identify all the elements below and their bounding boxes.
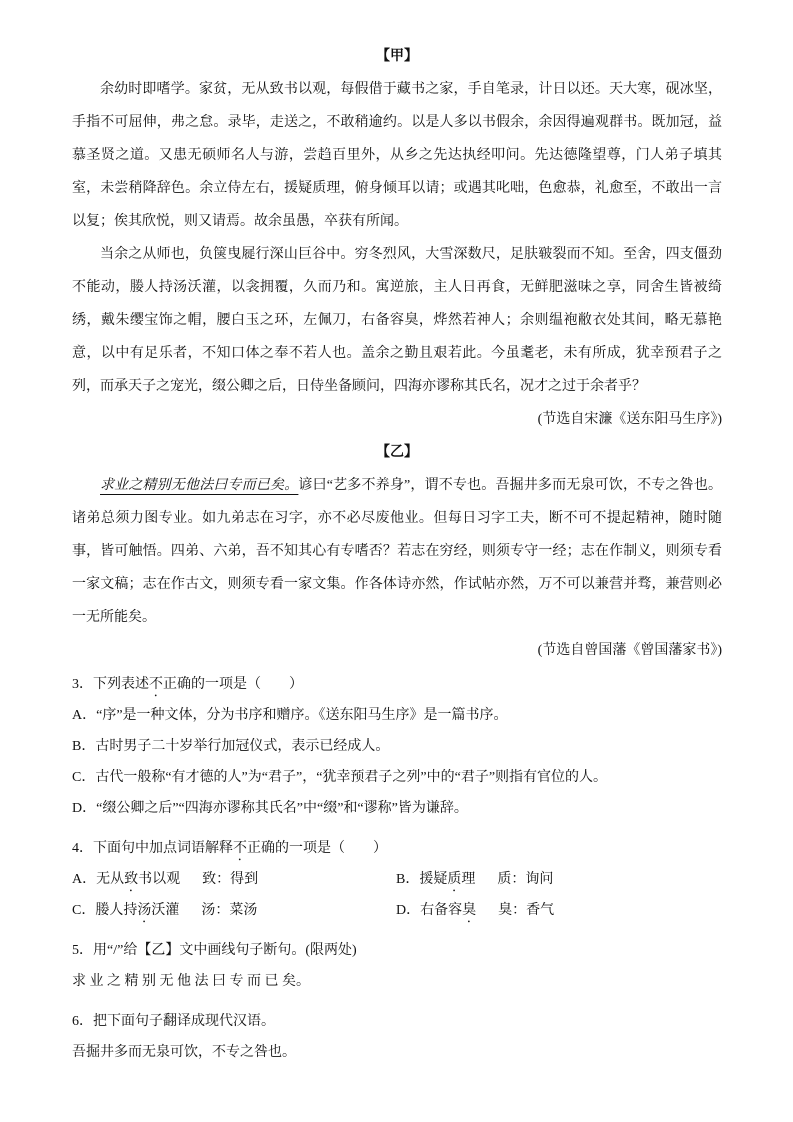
question-4-option-a <box>72 864 396 895</box>
option-label: C． <box>72 903 96 918</box>
option-gloss: 质：询问 <box>497 872 554 887</box>
option-gloss: 臭：香气 <box>498 903 555 918</box>
passage-jia-heading: 【甲】 <box>376 49 418 64</box>
question-5-stem: 5．用“/”给【乙】文中画线句子断句。(限两处) <box>72 943 357 958</box>
question-4-number: 4． <box>72 841 93 856</box>
dotted-word: 汤 <box>137 903 152 918</box>
question-6-sentence: 吾掘井多而无泉可饮，不专之咎也。 <box>72 1045 296 1060</box>
question-4 <box>72 833 722 926</box>
option-text: “缀公卿之后”“四海亦谬称其氏名”中“缀”和“谬称”皆为谦辞。 <box>96 801 468 816</box>
option-phrase <box>95 903 179 918</box>
question-3-stem-suffix: 正确的一项是（ ） <box>163 677 303 692</box>
option-phrase <box>420 903 476 918</box>
question-4-option-c <box>72 895 396 926</box>
option-gloss: 汤：菜汤 <box>201 903 258 918</box>
question-4-option-b <box>396 864 722 895</box>
option-label: A． <box>72 872 97 887</box>
option-phrase <box>419 872 475 887</box>
passage-jia-paragraph-2: 当余之从师也，负箧曳屣行深山巨谷中。穷冬烈风，大雪深数尺，足肤皲裂而不知。至舍，四支僵劲不能动，媵人持汤沃灌，以衾拥覆，久而乃和。寓逆旅，主人日再食，无鲜肥滋味之享，同舍生皆被绮绣，戴朱缨宝饰之帽，腰白玉之环，左佩刀，右备容臭，烨然若神人；余则缊袍敝衣处其间，略无慕艳意，以中有足乐者，不知口体之奉不若人也。盖余之勤且艰若此。今虽耄老，未有所成，犹幸预君子之列，而承天子之宠光，缀公卿之后，日侍坐备顾问，四海亦谬称其氏名，况才之过于余者乎？ <box>72 247 722 394</box>
question-4-stem-prefix: 下面句中加点词语解释 <box>93 841 233 856</box>
question-3-stem-prefix: 下列表述 <box>93 677 149 692</box>
question-3-option-c <box>72 762 722 793</box>
option-label: C． <box>72 770 96 785</box>
phrase-pre: 媵人持 <box>95 903 138 918</box>
question-3-option-b <box>72 731 722 762</box>
question-3-option-a <box>72 700 722 731</box>
question-4-stem <box>72 833 722 864</box>
dotted-word: 致 <box>124 872 139 887</box>
passage-yi-source: (节选自曾国藩《曾国藩家书》) <box>537 643 722 658</box>
dotted-word: 臭 <box>462 903 477 918</box>
question-4-stem-suffix: 正确的一项是（ ） <box>247 841 387 856</box>
passage-jia-source: (节选自宋濂《送东阳马生序》) <box>537 412 722 427</box>
option-gloss: 致：得到 <box>202 872 259 887</box>
option-label: B． <box>396 872 420 887</box>
phrase-pre: 右备容 <box>420 903 463 918</box>
phrase-post: 沃灌 <box>151 903 180 918</box>
passage-yi-heading: 【乙】 <box>376 445 418 460</box>
phrase-post: 理 <box>461 872 476 887</box>
option-label: D． <box>396 903 421 918</box>
question-5 <box>72 935 722 997</box>
passage-yi-paragraph <box>72 469 722 634</box>
yi-underlined-sentence: 求业之精别无他法曰专而已矣。 <box>100 478 299 493</box>
question-4-stem-emphasis: 不 <box>233 841 247 856</box>
option-text: “序”是一种文体，分为书序和赠序。《送东阳马生序》是一篇书序。 <box>96 708 508 723</box>
option-text: 古时男子二十岁举行加冠仪式，表示已经成人。 <box>95 739 390 754</box>
option-phrase <box>96 872 180 887</box>
question-3-number: 3． <box>72 677 93 692</box>
question-3-stem <box>72 669 722 700</box>
question-4-options <box>72 864 722 926</box>
question-3-stem-emphasis: 不 <box>149 677 163 692</box>
passage-jia-paragraph-1: 余幼时即嗜学。家贫，无从致书以观，每假借于藏书之家，手自笔录，计日以还。天大寒，砚冰坚，手指不可屈伸，弗之怠。录毕，走送之，不敢稍逾约。以是人多以书假余，余因得遍观群书。既加冠，益慕圣贤之道。又患无硕师名人与游，尝趋百里外，从乡之先达执经叩问。先达德隆望尊，门人弟子填其室，未尝稍降辞色。余立侍左右，援疑质理，俯身倾耳以请；或遇其叱咄，色愈恭，礼愈至，不敢出一言以复；俟其欣悦，则又请焉。故余虽愚，卒获有所闻。 <box>72 82 722 229</box>
question-6-stem: 6．把下面句子翻译成现代汉语。 <box>72 1014 275 1029</box>
option-label: A． <box>72 708 97 723</box>
question-3-option-d <box>72 793 722 824</box>
dotted-word: 质 <box>447 872 462 887</box>
phrase-pre: 援疑 <box>419 872 448 887</box>
phrase-post: 书以观 <box>138 872 181 887</box>
question-6 <box>72 1006 722 1068</box>
question-4-option-d <box>396 895 722 926</box>
question-5-answer-line: 求 业 之 精 别 无 他 法 曰 专 而 已 矣。 <box>72 974 310 989</box>
yi-paragraph-body: 谚曰“艺多不养身”，谓不专也。吾掘井多而无泉可饮，不专之咎也。诸弟总须力图专业。如九弟志在习字，亦不必尽废他业。但每日习字工夫，断不可不提起精神，随时随事，皆可触悟。四弟、六弟，吾不知其心有专嗜否？若志在穷经，则须专守一经；志在作制义，则须专看一家文稿；志在作古文，则须专看一家文集。作各体诗亦然，作试帖亦然，万不可以兼营并骛，兼营则必一无所能矣。 <box>72 478 722 625</box>
question-3 <box>72 669 722 824</box>
option-label: D． <box>72 801 97 816</box>
option-label: B． <box>72 739 96 754</box>
phrase-pre: 无从 <box>96 872 125 887</box>
option-text: 古代一般称“有才德的人”为“君子”，“犹幸预君子之列”中的“君子”则指有官位的人。 <box>95 770 608 785</box>
